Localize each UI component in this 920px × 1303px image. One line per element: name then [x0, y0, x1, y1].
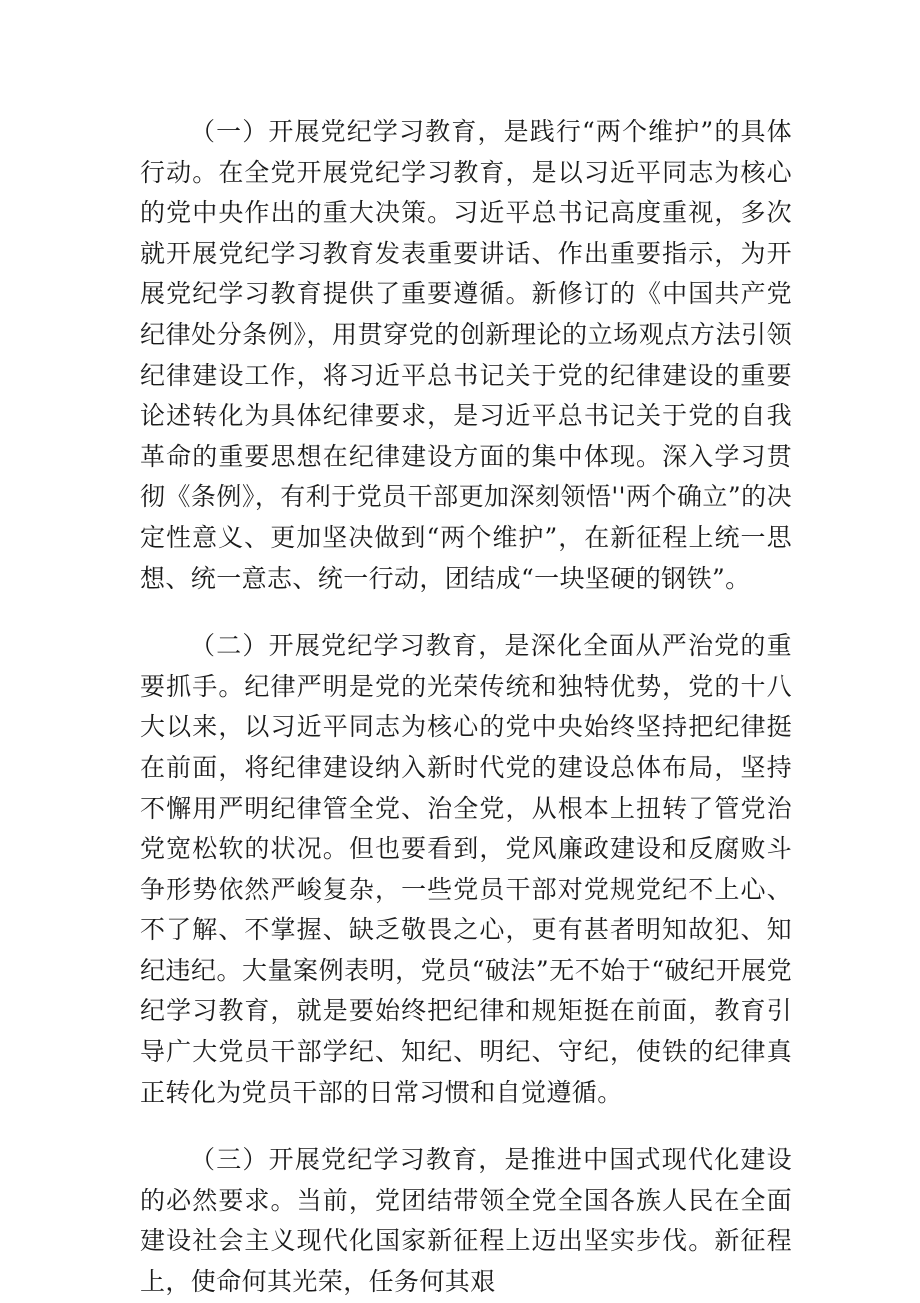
document-body — [140, 112, 792, 1303]
paragraph-two: （二）开展党纪学习教育，是深化全面从严治党的重要抓手。纪律严明是党的光荣传统和独特优势，党的十八大以来，以习近平同志为核心的党中央始终坚持把纪律挺在前面，将纪律建设纳入新时代党的建设总体布局，坚持不懈用严明纪律管全党、治全党，从根本上扭转了管党治党宽松软的状况。但也要看到，党风廉政建设和反腐败斗争形势依然严峻复杂，一些党员干部对党规党纪不上心、不了解、不掌握、缺乏敬畏之心，更有甚者明知故犯、知纪违纪。大量案例表明，党员“破法”无不始于“破纪开展党纪学习教育，就是要始终把纪律和规矩挺在前面，教育引导广大党员干部学纪、知纪、明纪、守纪，使铁的纪律真正转化为党员干部的日常习惯和自觉遵循。 — [140, 631, 792, 1107]
paragraph-three: （三）开展党纪学习教育，是推进中国式现代化建设的必然要求。当前，党团结带领全党全国各族人民在全面建设社会主义现代化国家新征程上迈出坚实步伐。新征程上，使命何其光荣，任务何其艰 — [140, 1145, 792, 1297]
paragraph-one: （一）开展党纪学习教育，是践行“两个维护”的具体行动。在全党开展党纪学习教育，是以习近平同志为核心的党中央作出的重大决策。习近平总书记高度重视，多次就开展党纪学习教育发表重要讲话、作出重要指示，为开展党纪学习教育提供了重要遵循。新修订的《中国共产党纪律处分条例》，用贯穿党的创新理论的立场观点方法引领纪律建设工作，将习近平总书记关于党的纪律建设的重要论述转化为具体纪律要求，是习近平总书记关于党的自我革命的重要思想在纪律建设方面的集中体现。深入学习贯彻《条例》，有利于党员干部更加深刻领悟''两个确立”的决定性意义、更加坚决做到“两个维护”，在新征程上统一思想、统一意志、统一行动，团结成“一块坚硬的钢铁”。 — [140, 117, 792, 593]
